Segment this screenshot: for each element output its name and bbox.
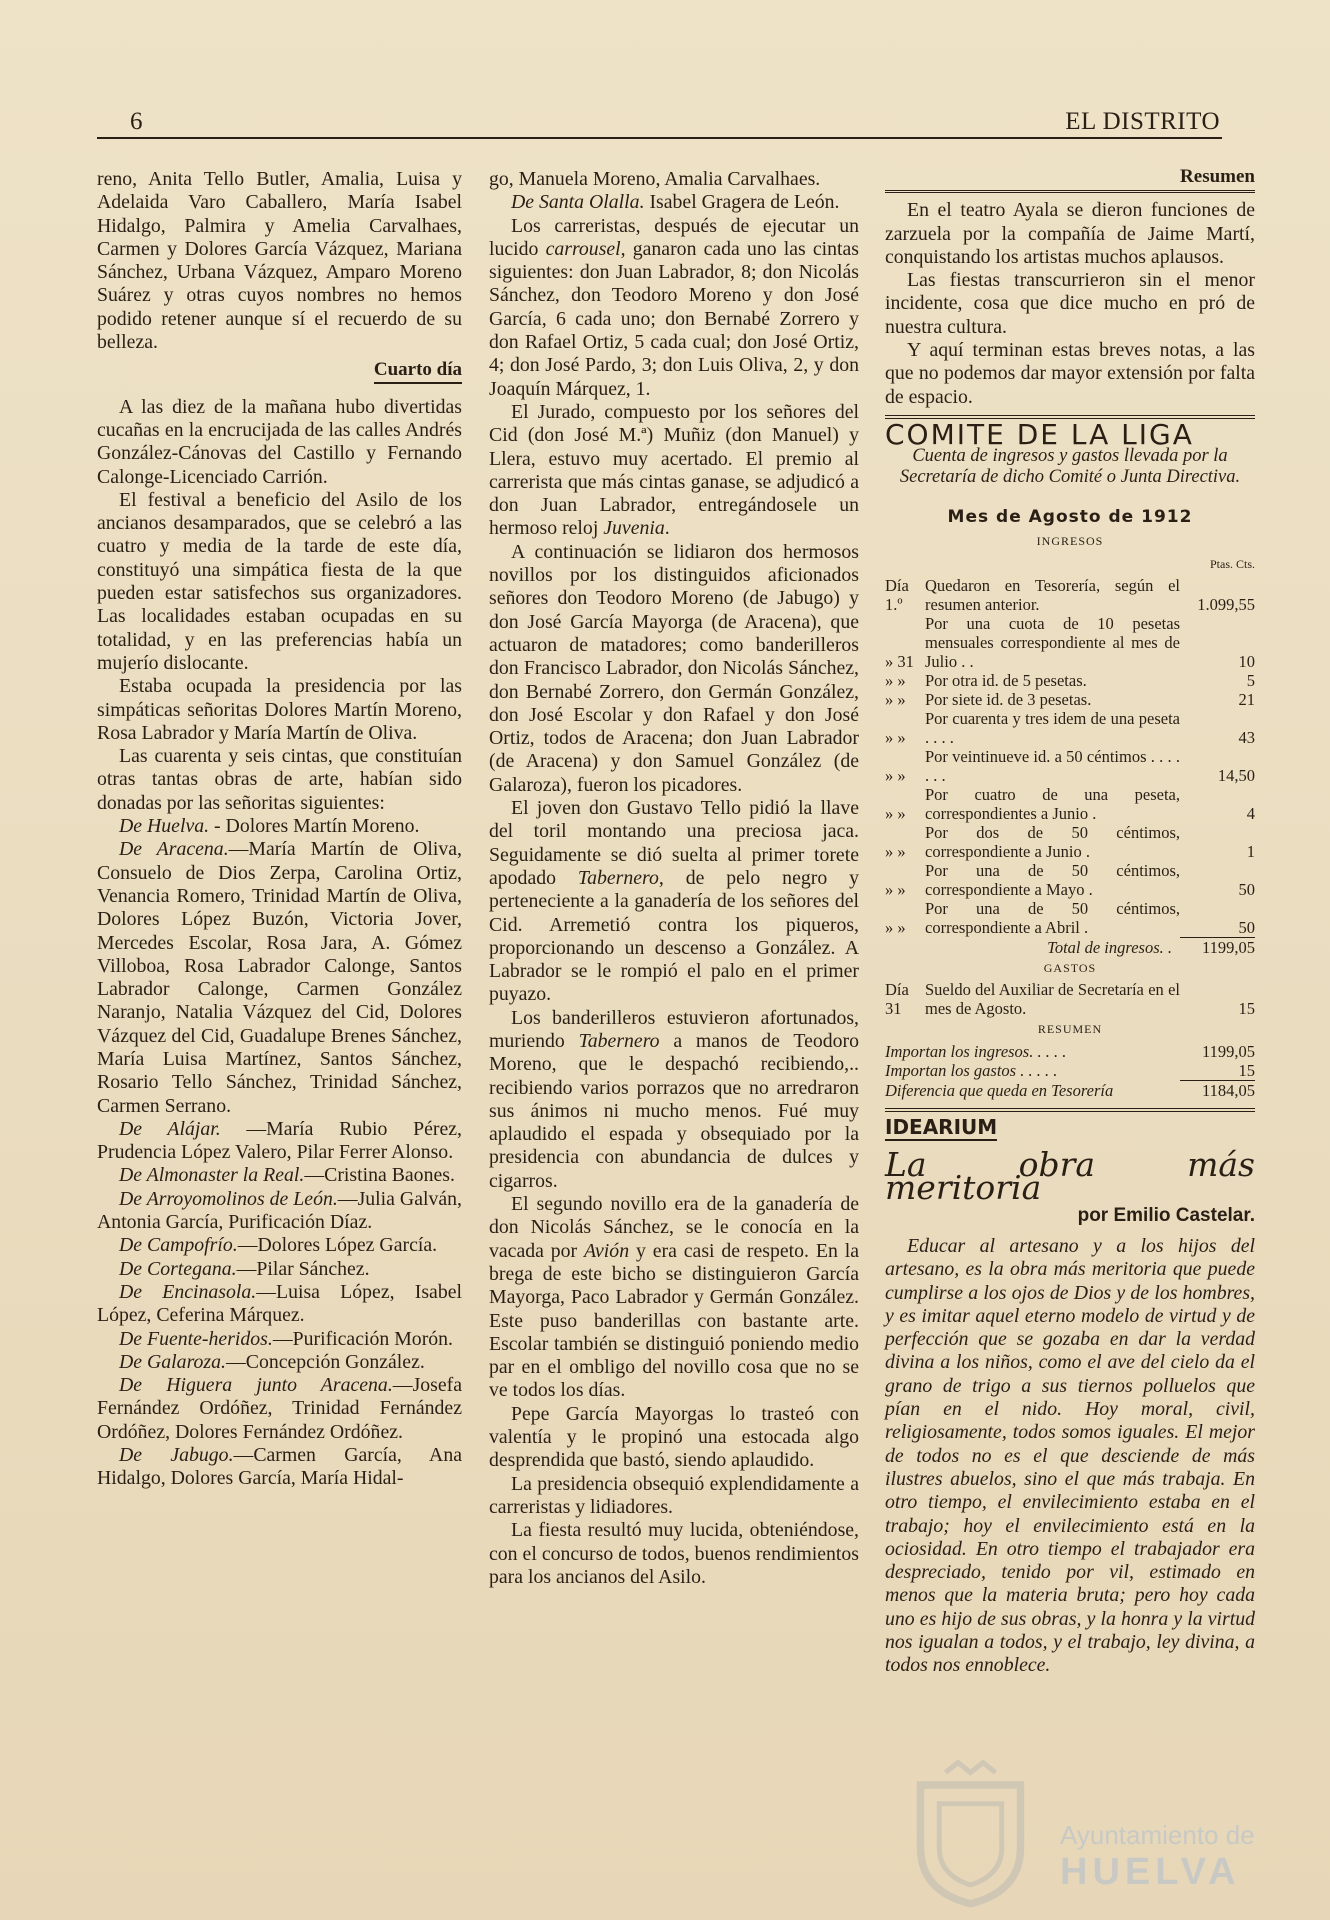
account-row bbox=[885, 709, 1255, 747]
account-concept: Por cuarenta y tres idem de una peseta . . . . bbox=[925, 709, 1180, 748]
paragraph: La fiesta resultó muy lucida, obteniéndose, con el concurso de todos, buenos rendimientos para los ancianos del Asilo. bbox=[489, 1519, 859, 1588]
town-name: De Cortegana. bbox=[119, 1257, 237, 1280]
gastos-heading: GASTOS bbox=[1043, 961, 1097, 976]
account-amount: 15 bbox=[1238, 999, 1255, 1019]
paragraph: Las cuarenta y seis cintas, que constituían otras tantas obras de arte, habían sido donadas por las señoritas siguientes: bbox=[97, 745, 462, 814]
account-row bbox=[885, 785, 1255, 823]
account-row bbox=[885, 823, 1255, 861]
liga-month: Mes de Agosto de 1912 bbox=[947, 507, 1193, 528]
article-title: La obra más meritoria bbox=[885, 1145, 1255, 1208]
ribbon-donors-list bbox=[97, 815, 462, 1491]
gastos-table bbox=[885, 980, 1255, 1018]
town-name: De Higuera junto Aracena. bbox=[119, 1374, 393, 1397]
town-name: De Campofrío. bbox=[119, 1234, 238, 1257]
paragraph: La presidencia obsequió explendidamente a carreristas y lidiadores. bbox=[489, 1472, 859, 1518]
town-name: De Huelva. bbox=[119, 815, 210, 838]
account-day: » » bbox=[885, 918, 906, 938]
account-row bbox=[885, 671, 1255, 690]
account-day: » » bbox=[885, 842, 906, 862]
account-concept: Por una de 50 céntimos, correspondiente a Abril . bbox=[925, 899, 1180, 938]
resumen-heading: RESUMEN bbox=[1037, 1022, 1103, 1037]
donor-town-entry bbox=[97, 1188, 462, 1235]
town-name: De Encinasola. bbox=[119, 1280, 257, 1303]
account-concept: Por una cuota de 10 pesetas mensuales correspondiente al mes de Julio . . bbox=[925, 614, 1180, 672]
ingresos-table bbox=[885, 576, 1255, 937]
liga-subtitle: Cuenta de ingresos y gastos llevada por la Secretaría de dicho Comité o Junta Directiva. bbox=[899, 446, 1241, 488]
account-concept: Diferencia que queda en Tesorería bbox=[885, 1080, 1114, 1100]
donor-names: —María Rubio Pérez, Prudencia López Valero, Pilar Ferrer Alonso. bbox=[97, 1117, 462, 1164]
column-3 bbox=[885, 165, 1255, 1678]
watermark-line-1: Ayuntamiento de bbox=[1060, 1820, 1255, 1850]
essay-text: Educar al artesano y a los hijos del artesano, es la obra más meritoria que puede cumplirse a los ojos de Dios y de los hombres, y es imitar aquel eterno modelo de virtud y de perfección que se gozaba en dar la verdad divina a los niños, como el ave del cielo da el grano de trigo a sus tiernos polluelos que pían en el nido. Hoy moral, civil, religiosamente, todos somos iguales. El mejor de todos no es el que desciende de más ilustres abuelos, sino el que más trabaja. En otro tiempo, el envilecimiento estaba en el trabajo; hoy el envilecimiento está en la ociosidad. En otro tiempo el trabajador era despreciado, tenido por vil, estimado en menos que la materia bruta; pero hoy cada uno es hijo de sus obras, y la honra y la virtud nos igualan a todos, y el trabajo, ley divina, a todos nos ennoblece. bbox=[885, 1234, 1255, 1677]
paragraph: Los banderilleros estuvieron afortunados, muriendo Tabernero a manos de Teodoro Moreno, que le despachó recibiendo,.. recibiendo varios porrazos que no arredraron sus ánimos ni mucho menos. Fué muy aplaudido el espada y obsequiado por la presidencia con abundancia de dulces y cigarros. bbox=[489, 1006, 860, 1192]
byline: por Emilio Castelar. bbox=[1077, 1204, 1255, 1226]
donor-town-entry bbox=[97, 1328, 462, 1351]
paragraph: A las diez de la mañana hubo divertidas cucañas en la encrucijada de las calles Andrés González-Cánovas del Castillo y Fernando Calonge-Licenciado Carrión. bbox=[97, 395, 462, 488]
donor-names: —Luisa López, Isabel López, Ceferina Márquez. bbox=[97, 1280, 462, 1327]
header-rule bbox=[97, 137, 1222, 139]
paragraph: Y aquí terminan estas breves notas, a las que no podemos dar mayor extensión por falta de espacio. bbox=[885, 339, 1255, 408]
archive-watermark bbox=[1060, 1820, 1255, 1894]
donor-names: - Dolores Martín Moreno. bbox=[209, 815, 420, 838]
coat-of-arms-watermark bbox=[908, 1760, 1033, 1910]
account-row bbox=[885, 1061, 1255, 1080]
account-amount: 10 bbox=[1238, 652, 1255, 672]
account-concept: Importan los ingresos. . . . . bbox=[885, 1041, 1067, 1061]
donor-names: —Concepción González. bbox=[225, 1350, 425, 1373]
account-day: » » bbox=[885, 690, 906, 710]
paragraph: De Santa Olalla. Isabel Gragera de León. bbox=[511, 191, 840, 214]
paragraph: El segundo novillo era de la ganadería de don Nicolás Sánchez, se le conocía en la vacada por Avión y era casi de respeto. En la brega de este bicho se distinguieron García Mayorga, Paco Labrador y Germán González. Este puso banderillas con bastante arte. Escolar también se distinguió poniendo medio par en el ombligo del novillo cosa que no se ve todos los días. bbox=[489, 1193, 859, 1402]
account-amount: 1199,05 bbox=[1201, 1041, 1255, 1061]
account-concept: Por dos de 50 céntimos, correspondiente a Junio . bbox=[925, 823, 1180, 862]
account-amount: 1.099,55 bbox=[1197, 595, 1255, 615]
account-concept: Importan los gastos . . . . . bbox=[885, 1060, 1058, 1080]
paragraph: go, Manuela Moreno, Amalia Carvalhaes. bbox=[489, 168, 821, 190]
account-day: » » bbox=[885, 671, 906, 691]
account-row bbox=[885, 861, 1255, 899]
account-amount: 1184,05 bbox=[1180, 1080, 1255, 1100]
donor-names: —María Martín de Oliva, Consuelo de Dios Zerpa, Carolina Ortiz, Venancia Romero, Trinidad Martín de Oliva, Dolores López Buzón, Victoria Jover, Mercedes Escolar, Rosa Jara, A. Gómez Villoboa, Rosa Labrador Calonge, Santos Labrador Calonge, Carmen González Naranjo, Natalia Vázquez del Cid, Dolores Vázquez del Cid, Guadalupe Brenes Sánchez, María Luisa Martínez, Santos Sánchez, Rosario Tello Sánchez, Trinidad Sánchez, Carmen Serrano. bbox=[97, 838, 462, 1117]
account-row bbox=[885, 899, 1255, 937]
ptas-heading: Ptas. Cts. bbox=[1209, 556, 1255, 571]
town-name: De Aracena. bbox=[119, 838, 229, 861]
donor-names: —Josefa Fernández Ordóñez, Trinidad Fernández Ordóñez, Dolores Fernández Ordóñez. bbox=[97, 1374, 462, 1443]
account-amount: 50 bbox=[1238, 880, 1255, 900]
total-ingresos-label: Total de ingresos. . bbox=[1047, 938, 1172, 958]
account-row bbox=[885, 614, 1255, 671]
account-concept: Por veintinueve id. a 50 céntimos . . . . . . . bbox=[925, 747, 1180, 786]
account-concept: Por siete id. de 3 pesetas. bbox=[925, 690, 1092, 710]
column-1 bbox=[97, 168, 462, 1491]
town-name: De Almonaster la Real. bbox=[119, 1164, 305, 1187]
donor-town-entry bbox=[97, 815, 462, 838]
account-concept: Por otra id. de 5 pesetas. bbox=[925, 671, 1087, 691]
donor-town-entry bbox=[97, 1444, 462, 1491]
paragraph: A continuación se lidiaron dos hermosos novillos por los distinguidos aficionados señores don Teodoro Moreno (de Jabugo) y don José García Mayorga (de Aracena), que actuaron de matadores; como banderilleros don Francisco Labrador, don Nicolás Sánchez, don Bernabé Zorrero, don Germán González, don José Escolar y don Rafael y don José Ortiz, todos de Aracena; don Juan Labrador (de Aracena) y don Samuel González (de Galaroza), fueron los picadores. bbox=[489, 540, 859, 796]
ingresos-heading: INGRESOS bbox=[1036, 533, 1104, 548]
watermark-line-2: HUELVA bbox=[1060, 1851, 1241, 1893]
account-day: » » bbox=[885, 804, 906, 824]
account-amount: 43 bbox=[1238, 728, 1255, 748]
account-amount: 15 bbox=[1238, 1060, 1255, 1080]
section-heading: Cuarto día bbox=[97, 358, 462, 381]
paragraph: Estaba ocupada la presidencia por las simpáticas señoritas Dolores Martín Moreno, Rosa Labrador y María Martín de Oliva. bbox=[97, 675, 462, 744]
newspaper-title: EL DISTRITO bbox=[1065, 108, 1220, 135]
town-name: De Fuente-heridos. bbox=[119, 1327, 273, 1350]
town-name: De Alájar. bbox=[119, 1117, 221, 1140]
town-name: De Galaroza. bbox=[119, 1350, 226, 1373]
paragraph: El Jurado, compuesto por los señores del Cid (don José M.ª) Muñiz (don Manuel) y Llera, estuvo muy acertado. El premio al carrerista que más cintas ganase, se adjudicó a don Juan Labrador, entregándosele un hermoso reloj Juvenia. bbox=[489, 400, 859, 540]
donor-town-entry bbox=[97, 1351, 462, 1374]
paragraph: El joven don Gustavo Tello pidió la llave del toril montando una preciosa jaca. Seguidamente se dió suelta al primer torete apodado Tabernero, de pelo negro y perteneciente a la ganadería de los señores del Cid. Arremetió contra los piqueros, proporcionando un descenso a González. A Labrador se le rompió el palo en el primer puyazo. bbox=[489, 797, 859, 1006]
donor-names: —Dolores López García. bbox=[237, 1234, 438, 1257]
account-concept: Por cuatro de una peseta, correspondientes a Junio . bbox=[925, 785, 1180, 824]
account-amount: 21 bbox=[1238, 690, 1255, 710]
resumen-table bbox=[885, 1042, 1255, 1100]
donor-names: —Carmen García, Ana Hidalgo, Dolores García, María Hidal- bbox=[97, 1444, 462, 1490]
page-number: 6 bbox=[130, 108, 143, 135]
account-row bbox=[885, 690, 1255, 709]
paragraph: reno, Anita Tello Butler, Amalia, Luisa y Adelaida Varo Caballero, María Isabel Hidalgo, Palmira y Amelia Carvalhaes, Carmen y Dolores García Vázquez, Mariana Sánchez, Urbana Vázquez, Amparo Moreno Suárez y otras cuyos nombres no hemos podido retener aunque sí el recuerdo de su belleza. bbox=[97, 168, 462, 354]
donor-town-entry bbox=[97, 1258, 462, 1281]
donor-names: —Cristina Baones. bbox=[304, 1164, 455, 1187]
account-row bbox=[885, 1042, 1255, 1061]
paragraph: Las fiestas transcurrieron sin el menor incidente, cosa que dice mucho en pró de nuestra cultura. bbox=[885, 269, 1255, 338]
account-row bbox=[885, 747, 1255, 785]
column-2 bbox=[489, 168, 859, 1589]
town-name: De Jabugo. bbox=[119, 1444, 234, 1467]
account-day: » » bbox=[885, 728, 906, 748]
account-day: Día 1.º bbox=[885, 576, 909, 615]
account-concept: Por una de 50 céntimos, correspondiente a Mayo . bbox=[925, 861, 1180, 900]
paragraph: Pepe García Mayorgas lo trasteó con valentía y le propinó una estocada algo desprendida que bastó, siendo aplaudido. bbox=[489, 1402, 859, 1472]
town-name: De Arroyomolinos de León. bbox=[119, 1187, 338, 1210]
paragraph: Los carreristas, después de ejecutar un lucido carrousel, ganaron cada uno las cintas siguientes: don Juan Labrador, 8; don Nicolás Sánchez, don Teodoro Moreno y don José García, 6 cada uno; don Bernabé Zorrero y don Rafael Ortiz, 5 cada cual; don José Ortiz, 4; don José Pardo, 3; don Luis Oliva, 2, y don Joaquín Márquez, 1. bbox=[489, 214, 859, 400]
donor-names: —Julia Galván, Antonia García, Purificación Díaz. bbox=[97, 1187, 462, 1234]
account-row bbox=[885, 1080, 1255, 1100]
liga-title: COMITE DE LA LIGA bbox=[885, 417, 1194, 451]
account-amount: 4 bbox=[1246, 804, 1255, 824]
donor-town-entry bbox=[97, 1281, 462, 1328]
account-row bbox=[885, 576, 1255, 614]
donor-town-entry bbox=[97, 1374, 462, 1444]
account-amount: 1 bbox=[1246, 842, 1255, 862]
total-ingresos-amount: 1199,05 bbox=[1180, 937, 1255, 957]
idearium-heading: IDEARIUM bbox=[885, 1108, 1255, 1139]
donor-town-entry bbox=[97, 1164, 462, 1187]
paragraph: El festival a beneficio del Asilo de los ancianos desamparados, que se celebró a las cuatro y media de la tarde de este día, constituyó una simpática fiesta de la que pueden estar satisfechos sus organizadores. Las localidades estaban ocupadas en su totalidad, y en las preferencias había un mujerío dislocante. bbox=[97, 488, 462, 674]
total-ingresos-row bbox=[885, 937, 1255, 957]
donor-names: —Pilar Sánchez. bbox=[236, 1257, 370, 1280]
account-day: » » bbox=[885, 880, 906, 900]
account-concept: Sueldo del Auxiliar de Secretaría en el mes de Agosto. bbox=[925, 980, 1180, 1019]
donor-town-entry bbox=[97, 1234, 462, 1257]
account-day: » 31 bbox=[885, 652, 914, 672]
donor-town-entry bbox=[97, 1118, 462, 1165]
donor-names: —Purificación Morón. bbox=[272, 1327, 454, 1350]
liga-block bbox=[885, 415, 1255, 1100]
town-name: De Santa Olalla. bbox=[511, 191, 645, 214]
account-concept: Quedaron en Tesorería, según el resumen anterior. bbox=[925, 576, 1180, 615]
account-day: » » bbox=[885, 766, 906, 786]
paragraph: En el teatro Ayala se dieron funciones de zarzuela por la compañía de Jaime Martí, conquistando los artistas muchos aplausos. bbox=[885, 199, 1255, 268]
account-row bbox=[885, 980, 1255, 1018]
account-amount: 5 bbox=[1246, 671, 1255, 691]
account-day: Día 31 bbox=[885, 980, 909, 1019]
account-amount: 14,50 bbox=[1217, 766, 1255, 786]
account-amount: 50 bbox=[1238, 918, 1255, 938]
donor-town-entry bbox=[97, 838, 462, 1118]
section-heading-resumen: Resumen bbox=[885, 165, 1255, 193]
